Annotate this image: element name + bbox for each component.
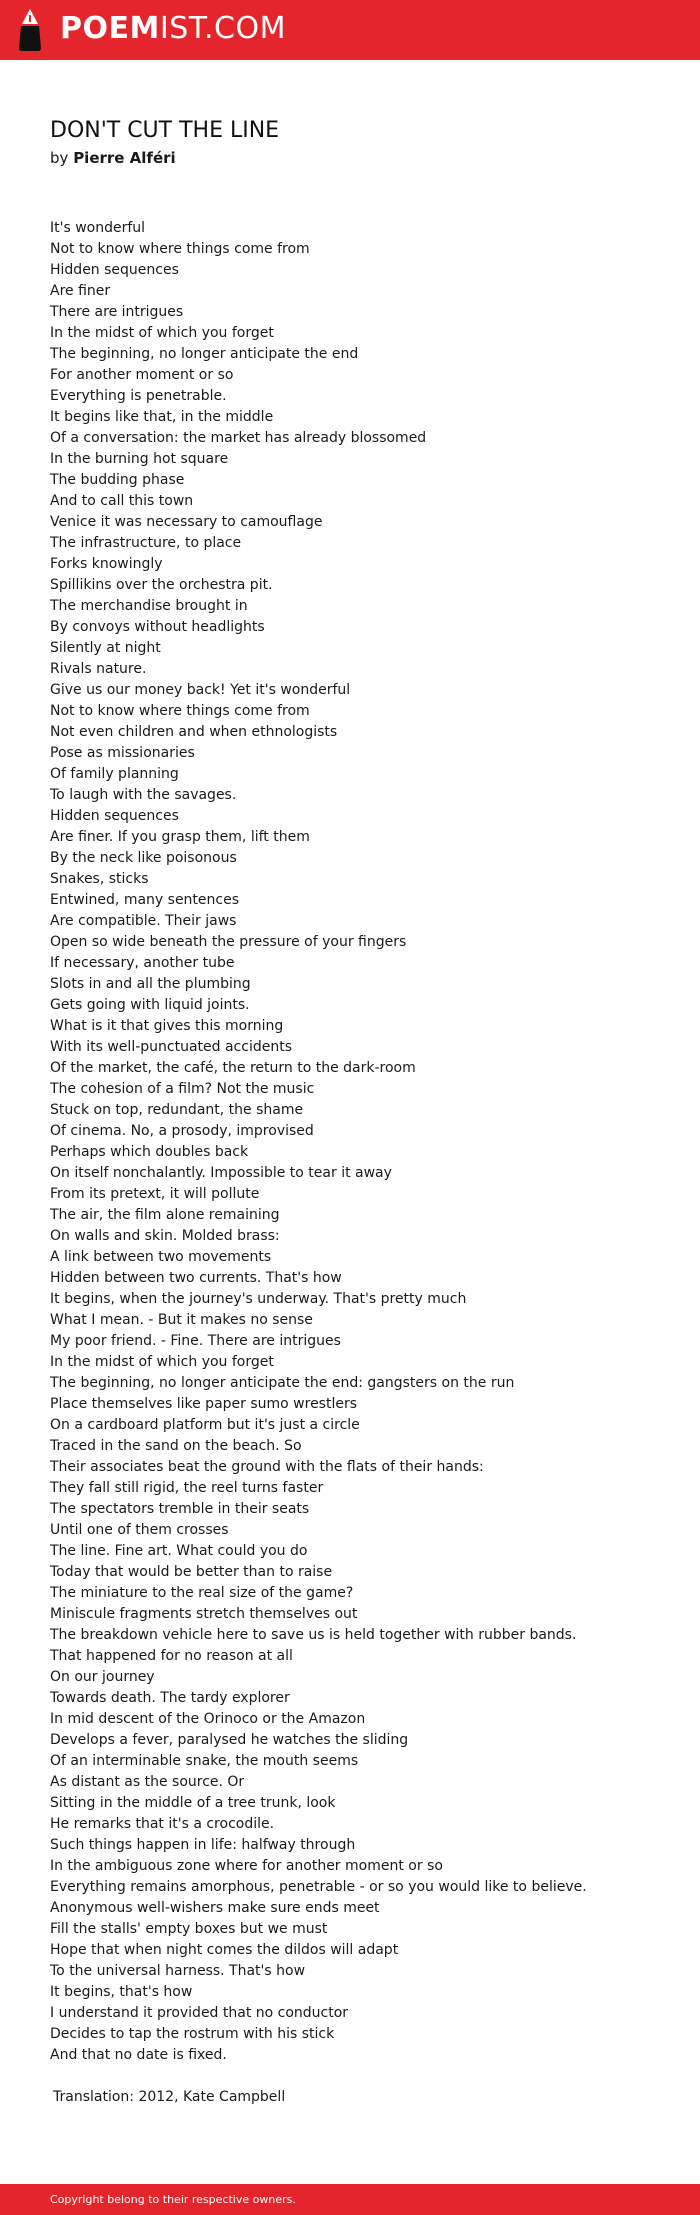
poem-line: My poor friend. - Fine. There are intrigues (50, 1333, 341, 1349)
site-footer (0, 2184, 700, 2215)
logo-bold-text: POEM (60, 11, 160, 46)
author-name: Pierre Alféri (73, 149, 176, 167)
poem-line: Hope that when night comes the dildos will adapt (50, 1942, 399, 1958)
logo-light-text: IST.COM (159, 11, 286, 46)
poem-line: Silently at night (50, 640, 161, 656)
poem-line: And that no date is fixed. (50, 2047, 227, 2063)
poem-line: Hidden sequences (50, 808, 179, 824)
poem-line: The miniature to the real size of the game? (50, 1585, 354, 1601)
poem-line: Not to know where things come from (50, 241, 310, 257)
poem-line: Venice it was necessary to camouflage (50, 514, 323, 530)
poem-line: In the burning hot square (50, 451, 229, 467)
poem-line: On itself nonchalantly. Impossible to tear it away (50, 1165, 392, 1181)
poem-line: Towards death. The tardy explorer (50, 1690, 290, 1706)
poem-line: Hidden sequences (50, 262, 179, 278)
poem-line: The cohesion of a film? Not the music (50, 1081, 315, 1097)
poem-line: Of family planning (50, 766, 179, 782)
poem-line: Not to know where things come from (50, 703, 310, 719)
poem-line: Until one of them crosses (50, 1522, 229, 1538)
poem-line: It begins like that, in the middle (50, 409, 274, 425)
poem-line: On a cardboard platform but it's just a circle (50, 1417, 360, 1433)
poem-line: Of the market, the café, the return to the dark-room (50, 1060, 416, 1076)
poem-line: It begins, that's how (50, 1984, 193, 2000)
poem-line: To laugh with the savages. (50, 787, 237, 803)
poem-body (50, 218, 670, 2066)
poem-line: Snakes, sticks (50, 871, 149, 887)
poem-line: It's wonderful (50, 220, 146, 236)
poem-line: It begins, when the journey's underway. That's pretty much (50, 1291, 467, 1307)
poem-line: The breakdown vehicle here to save us is held together with rubber bands. (50, 1627, 577, 1643)
poem-line: On walls and skin. Molded brass: (50, 1228, 280, 1244)
poem-line: Are compatible. Their jaws (50, 913, 237, 929)
poem-line: Open so wide beneath the pressure of your fingers (50, 934, 407, 950)
poem-line: Of an interminable snake, the mouth seems (50, 1753, 359, 1769)
poem-line: The infrastructure, to place (50, 535, 242, 551)
poem-line: On our journey (50, 1669, 155, 1685)
poem-line: Fill the stalls' empty boxes but we must (50, 1921, 328, 1937)
poem-line: Miniscule fragments stretch themselves out (50, 1606, 358, 1622)
poem-line: What is it that gives this morning (50, 1018, 284, 1034)
poem-line: Gets going with liquid joints. (50, 997, 250, 1013)
poem-line: Forks knowingly (50, 556, 163, 572)
poem-line: That happened for no reason at all (50, 1648, 293, 1664)
poem-line: They fall still rigid, the reel turns faster (50, 1480, 324, 1496)
poem-line: In the midst of which you forget (50, 1354, 274, 1370)
poem-line: If necessary, another tube (50, 955, 235, 971)
poem-line: Place themselves like paper sumo wrestlers (50, 1396, 358, 1412)
poem-line: The air, the film alone remaining (50, 1207, 280, 1223)
poem-line: There are intrigues (50, 304, 184, 320)
poem-line: Develops a fever, paralysed he watches the sliding (50, 1732, 409, 1748)
poem-line: Everything is penetrable. (50, 388, 227, 404)
poem-line: Of cinema. No, a prosody, improvised (50, 1123, 314, 1139)
poem-line: In the midst of which you forget (50, 325, 274, 341)
poem-line: Slots in and all the plumbing (50, 976, 251, 992)
poem-line: The line. Fine art. What could you do (50, 1543, 308, 1559)
poem-line: The spectators tremble in their seats (50, 1501, 310, 1517)
poem-line: Rivals nature. (50, 661, 147, 677)
poem-title: DON'T CUT THE LINE (50, 118, 280, 143)
poem-line: Of a conversation: the market has already blossomed (50, 430, 427, 446)
poem-line: Their associates beat the ground with the flats of their hands: (50, 1459, 484, 1475)
poem-line: With its well-punctuated accidents (50, 1039, 292, 1055)
poem-line: By convoys without headlights (50, 619, 265, 635)
by-label: by (50, 149, 69, 167)
poem-line: Such things happen in life: halfway through (50, 1837, 356, 1853)
poem-line: Stuck on top, redundant, the shame (50, 1102, 304, 1118)
poem-line: Spillikins over the orchestra pit. (50, 577, 273, 593)
copyright-notice: Copyright belong to their respective owners. (50, 2193, 296, 2206)
poem-line: The beginning, no longer anticipate the end (50, 346, 359, 362)
poem-line: From its pretext, it will pollute (50, 1186, 260, 1202)
poem-line: Traced in the sand on the beach. So (50, 1438, 302, 1454)
poem-line: Hidden between two currents. That's how (50, 1270, 342, 1286)
site-logo[interactable] (60, 11, 286, 47)
poem-line: The budding phase (50, 472, 185, 488)
poem-line: As distant as the source. Or (50, 1774, 245, 1790)
poem-line: Anonymous well-wishers make sure ends meet (50, 1900, 380, 1916)
poem-line: By the neck like poisonous (50, 850, 237, 866)
translation-credit: Translation: 2012, Kate Campbell (53, 2089, 286, 2105)
poem-line: For another moment or so (50, 367, 234, 383)
byline (50, 148, 176, 168)
poem-line: The beginning, no longer anticipate the end: gangsters on the run (50, 1375, 515, 1391)
poem-line: The merchandise brought in (50, 598, 248, 614)
poem-line: Decides to tap the rostrum with his stick (50, 2026, 335, 2042)
poem-line: He remarks that it's a crocodile. (50, 1816, 275, 1832)
poem-line: Not even children and when ethnologists (50, 724, 338, 740)
poem-line: To the universal harness. That's how (50, 1963, 306, 1979)
poem-line: Today that would be better than to raise (50, 1564, 333, 1580)
poem-line: Everything remains amorphous, penetrable - or so you would like to believe. (50, 1879, 587, 1895)
site-header (0, 0, 700, 60)
poem-line: Give us our money back! Yet it's wonderful (50, 682, 351, 698)
poem-line: In the ambiguous zone where for another moment or so (50, 1858, 443, 1874)
poem-line: Entwined, many sentences (50, 892, 240, 908)
poem-line: Perhaps which doubles back (50, 1144, 249, 1160)
poem-line: Sitting in the middle of a tree trunk, look (50, 1795, 336, 1811)
poem-line: What I mean. - But it makes no sense (50, 1312, 313, 1328)
poem-line: I understand it provided that no conductor (50, 2005, 349, 2021)
poem-line: A link between two movements (50, 1249, 272, 1265)
poem-line: Are finer (50, 283, 111, 299)
poem-line: In mid descent of the Orinoco or the Amazon (50, 1711, 366, 1727)
pen-nib-icon[interactable] (18, 8, 42, 52)
poem-line: Pose as missionaries (50, 745, 195, 761)
poem-line: And to call this town (50, 493, 194, 509)
poem-line: Are finer. If you grasp them, lift them (50, 829, 310, 845)
